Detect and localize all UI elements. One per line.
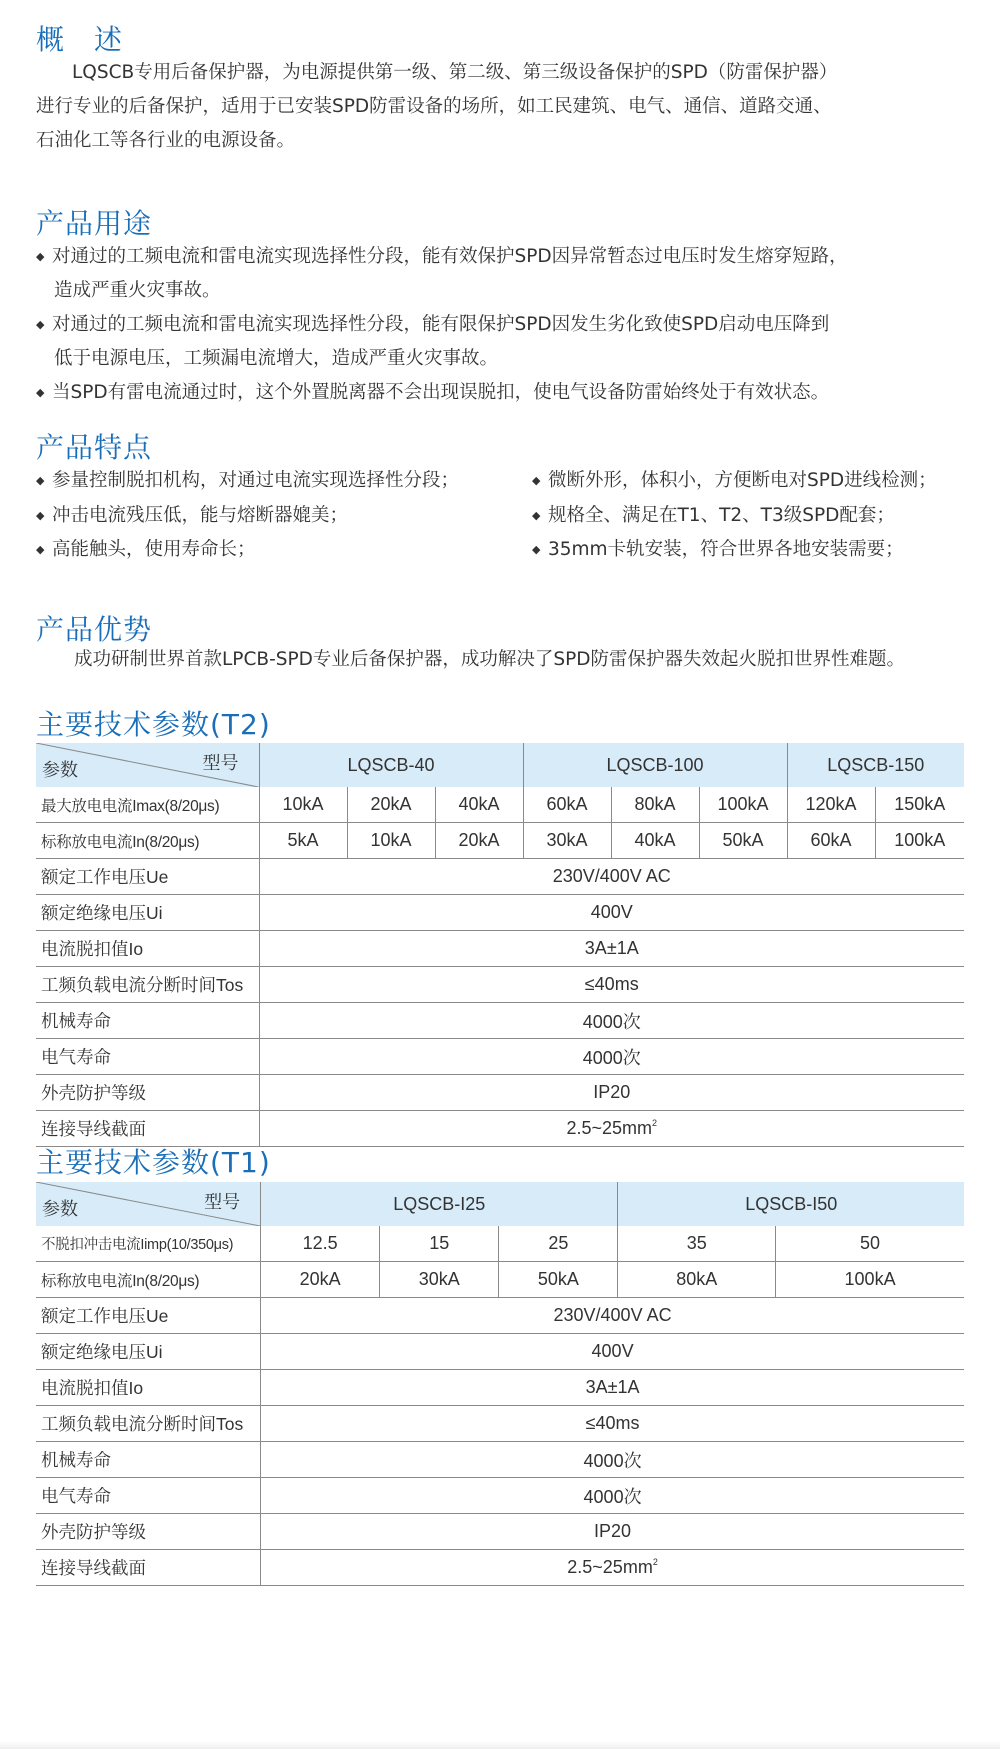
table-cell: 15	[380, 1226, 499, 1262]
row-label: 额定工作电压Ue	[36, 1298, 261, 1334]
list-item: ◆ 微断外形，体积小，方便断电对SPD进线检测；	[532, 464, 937, 499]
table-row	[36, 967, 964, 1003]
table-cell: 80kA	[611, 787, 699, 823]
list-item-continuation: 造成严重火灾事故。	[54, 280, 221, 301]
features-title: 产品特点	[36, 431, 153, 464]
table-cell: 100kA	[699, 787, 787, 823]
corner-param-label: 参数	[42, 760, 78, 780]
overview-line-2: 进行专业的后备保护，适用于已安装SPD防雷设备的场所，如工民建筑、电气、通信、道路交通、	[36, 96, 832, 117]
table-cell: 40kA	[435, 787, 523, 823]
table-row	[36, 859, 964, 895]
table-cell: 40kA	[611, 823, 699, 859]
diamond-bullet-icon: ◆	[36, 474, 45, 487]
model-header-cell: LQSCB-I50	[618, 1182, 964, 1226]
table-cell: 10kA	[259, 787, 347, 823]
usage-title: 产品用途	[36, 207, 153, 240]
table-row	[36, 1334, 964, 1370]
list-item: ◆ 对通过的工频电流和雷电流实现选择性分段，能有效保护SPD因异常暂态过电压时发生熔穿短路，	[36, 240, 848, 274]
corner-model-label: 型号	[204, 1192, 241, 1212]
table-row	[36, 1478, 964, 1514]
model-header-cell: LQSCB-40	[259, 743, 523, 787]
table-header-row	[36, 743, 964, 787]
table-corner-cell	[36, 1182, 261, 1226]
diamond-bullet-icon: ◆	[36, 543, 45, 556]
table-cell: 60kA	[787, 823, 875, 859]
table-cell: 50	[776, 1226, 964, 1262]
list-item: ◆ 冲击电流残压低，能与熔断器媲美；	[36, 499, 459, 534]
overview-title: 概 述	[36, 23, 124, 56]
row-label: 工频负载电流分断时间Tos	[36, 1406, 261, 1442]
diamond-bullet-icon: ◆	[36, 250, 45, 263]
list-item: ◆ 35mm卡轨安装，符合世界各地安装需要；	[532, 533, 937, 568]
table-corner-cell	[36, 743, 259, 787]
table-cell: 10kA	[347, 823, 435, 859]
table-cell: 12.5	[261, 1226, 380, 1262]
overview-text	[36, 56, 837, 158]
table-row	[36, 931, 964, 967]
table-cell: 25	[499, 1226, 618, 1262]
row-label: 连接导线截面	[36, 1111, 259, 1147]
t1-table-title: 主要技术参数(T1)	[36, 1146, 271, 1179]
table-row	[36, 1075, 964, 1111]
features-left-list	[36, 464, 459, 568]
table-cell: 20kA	[261, 1262, 380, 1298]
diamond-bullet-icon: ◆	[532, 508, 541, 522]
page-bottom-edge	[0, 1741, 1000, 1749]
table-row	[36, 1298, 964, 1334]
corner-model-label: 型号	[202, 753, 239, 773]
row-label: 机械寿命	[36, 1442, 261, 1478]
table-cell: 4000次	[259, 1003, 964, 1039]
table-row	[36, 1370, 964, 1406]
list-item: ◆ 高能触头，使用寿命长；	[36, 533, 459, 568]
table-row	[36, 1039, 964, 1075]
table-cell: 20kA	[347, 787, 435, 823]
row-label: 机械寿命	[36, 1003, 259, 1039]
table-row	[36, 1003, 964, 1039]
row-label: 外壳防护等级	[36, 1514, 261, 1550]
features-right-list	[532, 464, 937, 568]
row-label: 工频负载电流分断时间Tos	[36, 967, 259, 1003]
table-cell: 120kA	[787, 787, 875, 823]
diamond-bullet-icon: ◆	[36, 386, 45, 399]
list-item: ◆ 规格全、满足在T1、T2、T3级SPD配套；	[532, 499, 937, 534]
row-label: 电流脱扣值Io	[36, 1370, 261, 1406]
table-cell: 20kA	[435, 823, 523, 859]
table-row	[36, 1550, 964, 1586]
table-cell: 60kA	[523, 787, 611, 823]
table-cell: 400V	[259, 895, 964, 931]
table-cell: ≤40ms	[259, 967, 964, 1003]
table-cell: IP20	[259, 1075, 964, 1111]
list-item-continuation: 低于电源电压，工频漏电流增大，造成严重火灾事故。	[54, 348, 499, 369]
table-cell: 4000次	[259, 1039, 964, 1075]
table-header-row	[36, 1182, 964, 1226]
model-header-cell: LQSCB-150	[787, 743, 964, 787]
table-row	[36, 1442, 964, 1478]
table-cell: 35	[618, 1226, 776, 1262]
table-cell: 4000次	[261, 1442, 964, 1478]
advantage-title: 产品优势	[36, 613, 153, 646]
table-cell: 100kA	[875, 823, 964, 859]
table-row	[36, 1262, 964, 1298]
table-cell: 30kA	[523, 823, 611, 859]
table-cell: 100kA	[776, 1262, 964, 1298]
row-label: 电气寿命	[36, 1478, 261, 1514]
table-row	[36, 787, 964, 823]
row-label: 标称放电电流In(8/20μs)	[36, 823, 259, 859]
table-cell: 230V/400V AC	[261, 1298, 964, 1334]
advantage-text: 成功研制世界首款LPCB-SPD专业后备保护器，成功解决了SPD防雷保护器失效起火脱扣世界性难题。	[74, 649, 906, 670]
row-label: 连接导线截面	[36, 1550, 261, 1586]
table-row	[36, 1514, 964, 1550]
table-cell: 230V/400V AC	[259, 859, 964, 895]
table-cell: 400V	[261, 1334, 964, 1370]
corner-param-label: 参数	[42, 1199, 78, 1219]
table-cell: 4000次	[261, 1478, 964, 1514]
table-row	[36, 895, 964, 931]
diamond-bullet-icon: ◆	[36, 318, 45, 331]
row-label: 不脱扣冲击电流Iimp(10/350μs)	[36, 1226, 261, 1262]
list-item: ◆ 对通过的工频电流和雷电流实现选择性分段，能有限保护SPD因发生劣化致使SPD启动电压降到	[36, 308, 848, 342]
list-item: ◆ 当SPD有雷电流通过时，这个外置脱离器不会出现误脱扣，使电气设备防雷始终处于有效状态。	[36, 376, 848, 410]
table-cell: 5kA	[259, 823, 347, 859]
overview-line-1: LQSCB专用后备保护器，为电源提供第一级、第二级、第三级设备保护的SPD（防雷保护器）	[72, 62, 838, 83]
row-label: 额定工作电压Ue	[36, 859, 259, 895]
diamond-bullet-icon: ◆	[532, 543, 541, 556]
table-cell: 3A±1A	[259, 931, 964, 967]
table-cell: $2.5\sim 25mm^2$	[259, 1111, 964, 1147]
diamond-bullet-icon: ◆	[36, 508, 45, 522]
table-cell: 30kA	[380, 1262, 499, 1298]
row-label: 额定绝缘电压Ui	[36, 895, 259, 931]
model-header-cell: LQSCB-100	[523, 743, 787, 787]
table-cell: ≤40ms	[261, 1406, 964, 1442]
table-row	[36, 823, 964, 859]
t1-spec-table	[36, 1182, 964, 1586]
table-row	[36, 1226, 964, 1262]
table-row	[36, 1406, 964, 1442]
row-label: 电气寿命	[36, 1039, 259, 1075]
list-item: ◆ 参量控制脱扣机构，对通过电流实现选择性分段；	[36, 464, 459, 499]
model-header-cell: LQSCB-I25	[261, 1182, 618, 1226]
row-label: 标称放电电流In(8/20μs)	[36, 1262, 261, 1298]
row-label: 额定绝缘电压Ui	[36, 1334, 261, 1370]
table-cell: 50kA	[499, 1262, 618, 1298]
table-cell: IP20	[261, 1514, 964, 1550]
table-cell: 80kA	[618, 1262, 776, 1298]
table-cell: 50kA	[699, 823, 787, 859]
row-label: 电流脱扣值Io	[36, 931, 259, 967]
diamond-bullet-icon: ◆	[532, 474, 541, 487]
t2-table-title: 主要技术参数(T2)	[36, 708, 271, 741]
table-cell: 150kA	[875, 787, 964, 823]
usage-list	[36, 240, 848, 410]
row-label: 最大放电电流Imax(8/20μs)	[36, 787, 259, 823]
overview-line-3: 石油化工等各行业的电源设备。	[36, 130, 296, 151]
table-cell: $2.5\sim 25mm^2$	[261, 1550, 964, 1586]
row-label: 外壳防护等级	[36, 1075, 259, 1111]
t2-spec-table	[36, 743, 964, 1147]
table-cell: 3A±1A	[261, 1370, 964, 1406]
